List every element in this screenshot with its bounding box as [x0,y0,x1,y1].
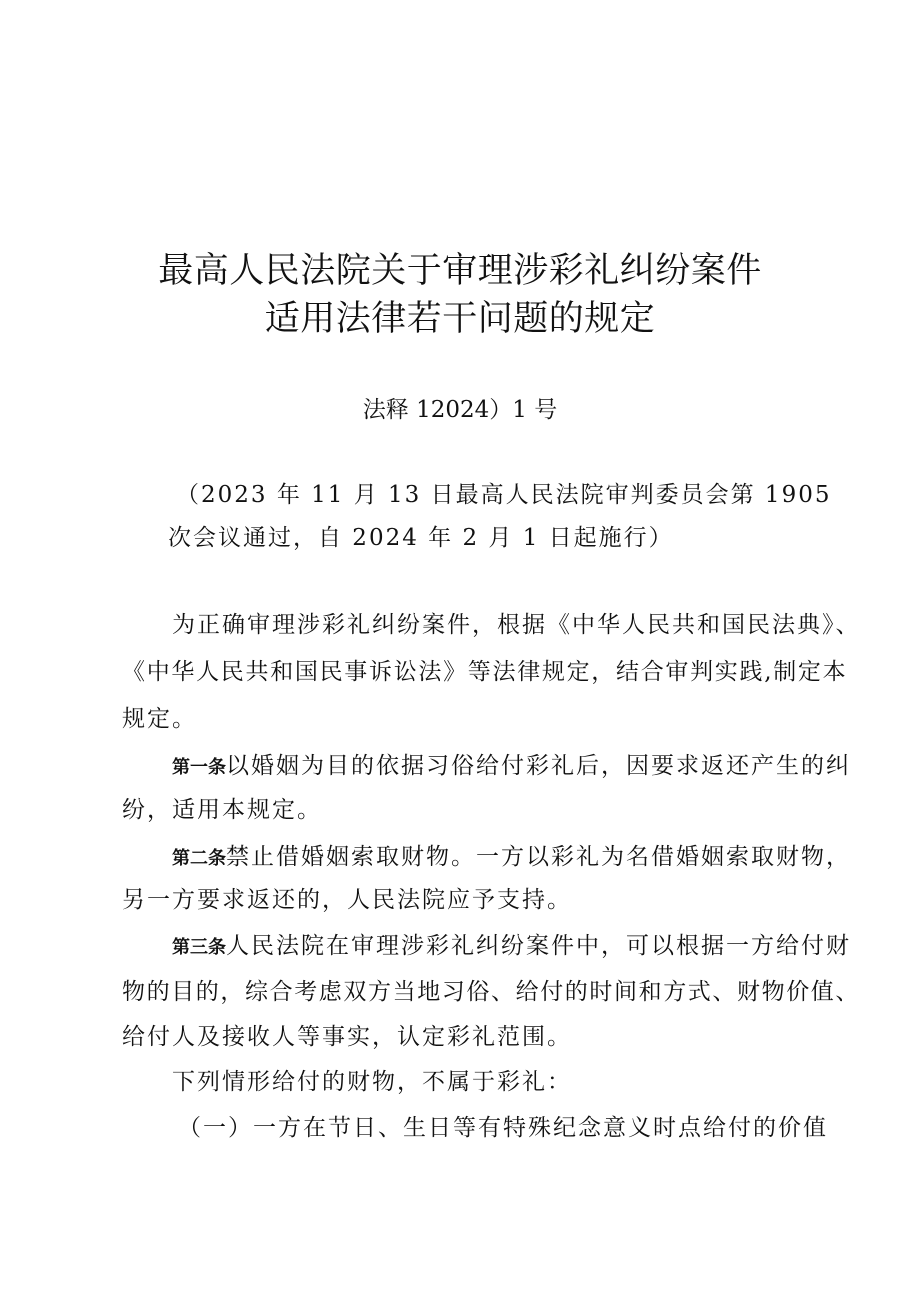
article-3-text-1: 人民法院在审理涉彩礼纠纷案件中，可以根据一方给付财 [226,933,851,959]
article-3-item-1: （一）一方在节日、生日等有特殊纪念意义时点给付的价值 [178,1115,828,1141]
adoption-note-line-1: （2023 年 11 月 13 日最高人民法院审判委员会第 1905 [176,482,832,508]
article-2-label: 第二条 [172,848,226,869]
adoption-note-line-2: 次会议通过，自 2024 年 2 月 1 日起施行） [168,525,674,551]
article-3-label: 第三条 [172,937,226,958]
article-1-first-line [172,755,851,778]
article-1-label: 第一条 [172,757,226,778]
article-3-text-2: 物的目的，综合考虑双方当地习俗、给付的时间和方式、财物价值、 [122,979,860,1005]
article-3-text-3: 给付人及接收人等事实，认定彩礼范围。 [122,1024,572,1050]
preamble-line-1: 为正确审理涉彩礼纠纷案件，根据《中华人民共和国民法典》、 [172,612,861,638]
document-number: 法释 12024）1 号 [362,397,558,423]
article-3-text-4: 下列情形给付的财物，不属于彩礼： [172,1069,572,1095]
article-2-text-1: 禁止借婚姻索取财物。一方以彩礼为名借婚姻索取财物， [226,844,851,870]
article-1-text-1: 以婚姻为目的依据习俗给付彩礼后，因要求返还产生的纠 [226,753,851,779]
article-2-first-line [172,846,851,869]
article-2-text-2: 另一方要求返还的，人民法院应予支持。 [122,887,572,913]
document-title-line-2: 适用法律若干问题的规定 [264,299,656,339]
article-1-text-2: 纷，适用本规定。 [122,797,322,823]
document-title-line-1: 最高人民法院关于审理涉彩礼纠纷案件 [158,251,762,291]
preamble-line-3: 规定。 [122,706,197,732]
article-3-first-line [172,935,851,958]
preamble-line-2: 《中华人民共和国民事诉讼法》等法律规定，结合审判实践,制定本 [122,659,848,685]
